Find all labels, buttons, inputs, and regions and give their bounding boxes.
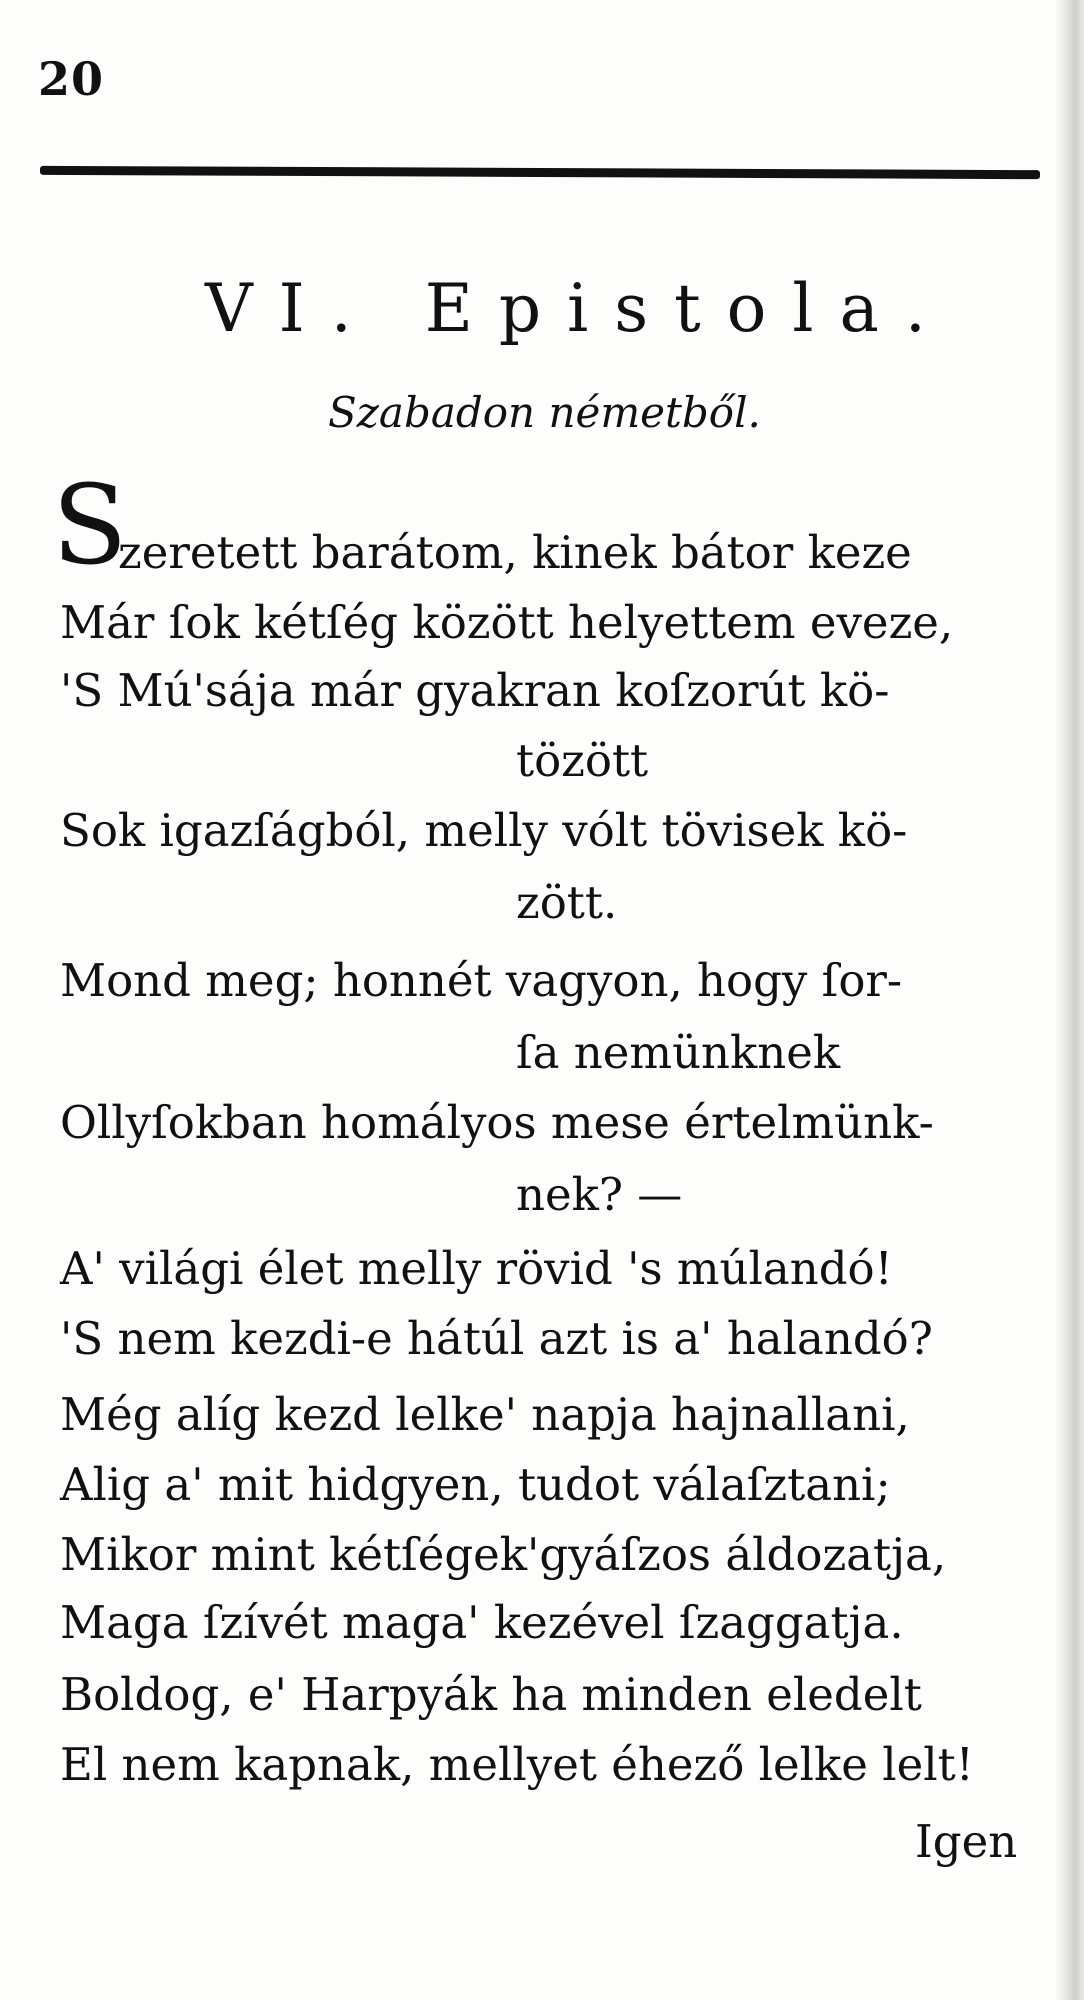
drop-cap: S	[52, 461, 128, 589]
poem-line: Alig a' mit hidgyen, tudot válaſztani;	[60, 1458, 891, 1511]
poem-line: El nem kapnak, mellyet éhező lelke lelt!	[60, 1738, 974, 1791]
poem-line-continuation: nek? —	[516, 1168, 683, 1221]
poem-line: zeretett barátom, kinek bátor keze	[118, 526, 912, 579]
catchword: Igen	[915, 1815, 1018, 1868]
poem-line: Maga ſzívét maga' kezével ſzaggatja.	[60, 1596, 904, 1649]
poem-line: A' világi élet melly rövid 's múlandó!	[60, 1242, 893, 1295]
poem-line: Még alíg kezd lelke' napja hajnallani,	[60, 1388, 910, 1441]
poem-line-continuation: ſa nemünknek	[516, 1026, 841, 1079]
poem-line-continuation: tözött	[516, 734, 649, 787]
poem-line: 'S nem kezdi-e hátúl azt is a' halandó?	[60, 1312, 933, 1365]
poem-line: Mikor mint kétſégek'gyáſzos áldozatja,	[60, 1528, 947, 1581]
poem-line-continuation: zött.	[516, 876, 618, 929]
chapter-title: VI. Epistola.	[205, 270, 952, 347]
poem-line: Már ſok kétſég között helyettem eveze,	[60, 596, 954, 649]
poem-line: Sok igazſágból, melly vólt tövisek kö-	[60, 804, 908, 857]
page-number: 20	[38, 52, 105, 106]
chapter-subtitle: Szabadon németből.	[328, 388, 761, 437]
poem-line: Ollyſokban homályos mese értelmünk-	[60, 1096, 934, 1149]
poem-line: Mond meg; honnét vagyon, hogy ſor-	[60, 954, 903, 1007]
poem-line: 'S Mú'sája már gyakran koſzorút kö-	[60, 664, 890, 717]
poem-line: Boldog, e' Harpyák ha minden eledelt	[60, 1668, 922, 1721]
